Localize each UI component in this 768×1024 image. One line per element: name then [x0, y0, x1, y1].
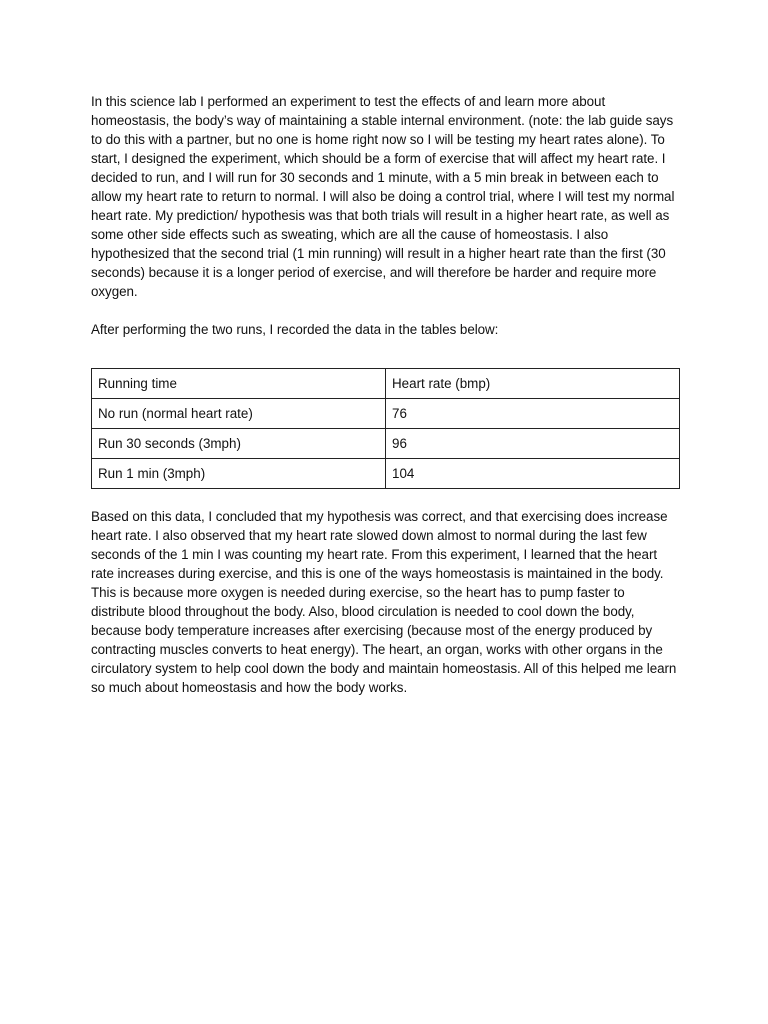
row-label-cell: Run 1 min (3mph)	[92, 459, 386, 489]
intro-paragraph: In this science lab I performed an experiment to test the effects of and learn more about homeostasis, the body’s way of maintaining a stable internal environment. (note: the lab guide says to do this with a partner, but no one is home right now so I will be testing my heart rates alone). To start, I designed the experiment, which should be a form of exercise that will affect my heart rate. I decided to run, and I will run for 30 seconds and 1 minute, with a 5 min break in between each to allow my heart rate to return to normal. I will also be doing a control trial, where I will test my normal heart rate. My prediction/ hypothesis was that both trials will result in a higher heart rate, as well as some other side effects such as sweating, which are all the cause of homeostasis. I also hypothesized that the second trial (1 min running) will result in a higher heart rate than the first (30 seconds) because it is a longer period of exercise, and will therefore be harder and require more oxygen.	[91, 94, 675, 299]
lead-in-paragraph: After performing the two runs, I recorded the data in the tables below:	[91, 322, 499, 337]
heart-rate-table	[91, 368, 680, 489]
table-spacer-bottom	[91, 489, 681, 507]
header-cell-heart-rate: Heart rate (bmp)	[386, 369, 680, 399]
table-header-row	[92, 369, 680, 399]
header-cell-running-time: Running time	[92, 369, 386, 399]
paragraph-spacer	[91, 301, 681, 320]
table-spacer-top	[91, 339, 681, 368]
row-value-cell: 76	[386, 399, 680, 429]
table-row	[92, 399, 680, 429]
row-value-cell: 104	[386, 459, 680, 489]
document-page	[91, 92, 681, 697]
table-row	[92, 429, 680, 459]
row-label-cell: No run (normal heart rate)	[92, 399, 386, 429]
conclusion-paragraph: Based on this data, I concluded that my hypothesis was correct, and that exercising does increase heart rate. I also observed that my heart rate slowed down almost to normal during the last few seconds of the 1 min I was counting my heart rate. From this experiment, I learned that the heart rate increases during exercise, and this is one of the ways homeostasis is maintained in the body. This is because more oxygen is needed during exercise, so the heart has to pump faster to distribute blood throughout the body. Also, blood circulation is needed to cool down the body, because body temperature increases after exercising (because most of the energy produced by contracting muscles converts to heat energy). The heart, an organ, works with other organs in the circulatory system to help cool down the body and maintain homeostasis. All of this helped me learn so much about homeostasis and how the body works.	[91, 509, 677, 695]
row-label-cell: Run 30 seconds (3mph)	[92, 429, 386, 459]
row-value-cell: 96	[386, 429, 680, 459]
table-row	[92, 459, 680, 489]
